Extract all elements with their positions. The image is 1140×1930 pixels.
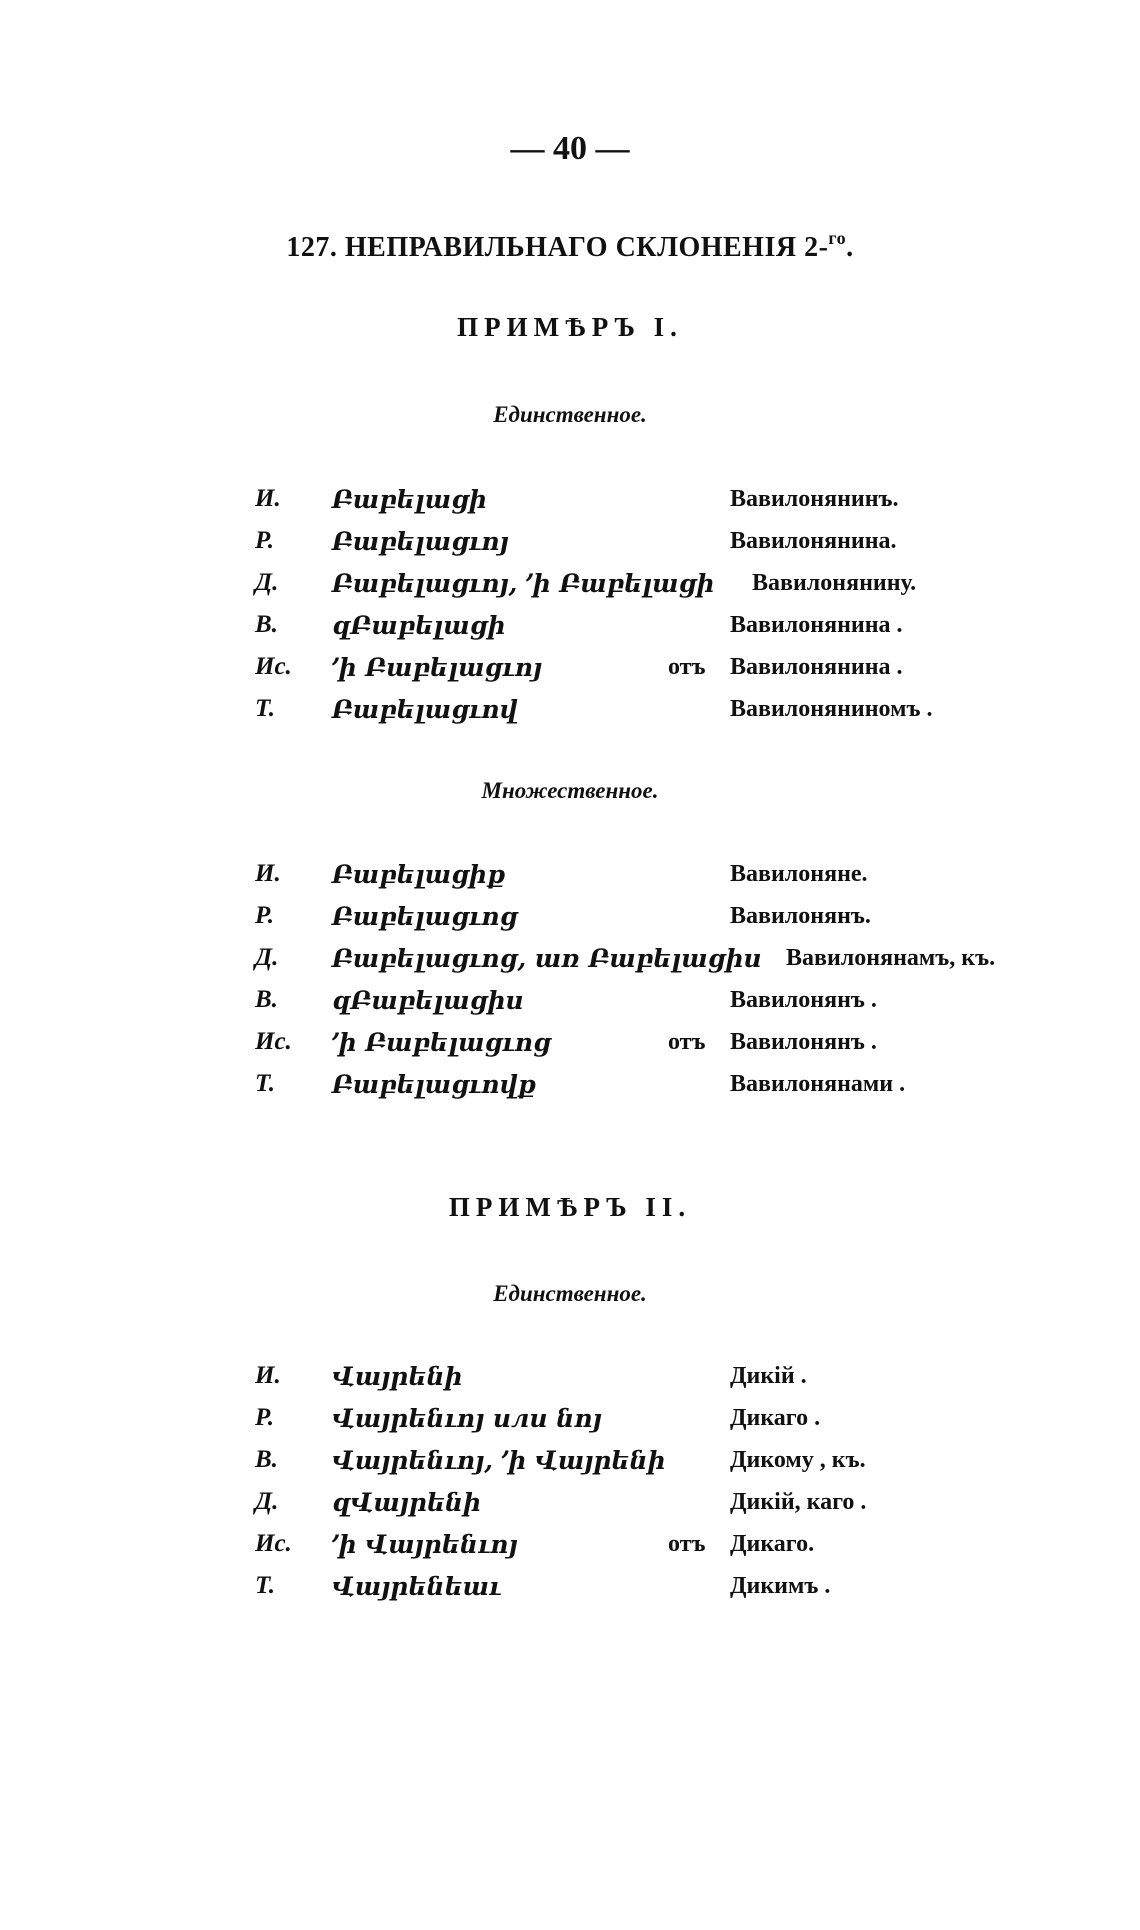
example-2-title: ПРИМѢРЪ II. xyxy=(448,1192,692,1222)
case-label: В. xyxy=(255,1446,278,1473)
armenian-form: Բաբելացիք xyxy=(332,860,506,889)
russian-translation: Дикимъ . xyxy=(730,1573,831,1599)
case-label: И. xyxy=(255,860,281,887)
case-label: В. xyxy=(255,611,278,638)
russian-translation: Дикому , къ. xyxy=(730,1447,866,1473)
preposition: отъ xyxy=(668,1531,706,1557)
russian-translation: Вавилонянъ . xyxy=(730,987,877,1013)
armenian-form: Բաբելացւով xyxy=(332,695,518,724)
armenian-form: Վայրենւոյ, ՚ի Վայրենի xyxy=(332,1446,666,1475)
example-2-singular-heading: Единственное. xyxy=(493,1281,647,1306)
preposition: отъ xyxy=(668,654,706,680)
armenian-form: զԲաբելացի xyxy=(332,611,506,640)
russian-translation: Дикій . xyxy=(730,1363,807,1389)
section-heading-text: 127. НЕПРАВИЛЬНАГО СКЛОНЕНІЯ 2- xyxy=(286,232,829,263)
armenian-form: Բաբելացւոց xyxy=(332,902,518,931)
case-label: Р. xyxy=(255,1404,275,1431)
armenian-form: Բաբելացւոյ, ՚ի Բաբելացի xyxy=(332,569,715,598)
case-label: В. xyxy=(255,986,278,1013)
case-label: Т. xyxy=(255,695,275,722)
russian-translation: Дикій, каго . xyxy=(730,1489,867,1515)
russian-translation: Вавилонянъ. xyxy=(730,903,871,929)
russian-translation: Вавилоняне. xyxy=(730,861,868,887)
example-1-title: ПРИМѢРЪ I. xyxy=(457,312,683,342)
case-label: Т. xyxy=(255,1572,275,1599)
section-heading xyxy=(0,228,1140,264)
russian-translation: Вавилоняниномъ . xyxy=(730,696,933,722)
case-label: Р. xyxy=(255,902,275,929)
armenian-form: Բաբելացւոց, առ Բաբելացիս xyxy=(332,944,762,973)
armenian-form: Բաբելացւովք xyxy=(332,1070,537,1099)
russian-translation: Вавилонянина. xyxy=(730,528,897,554)
section-heading-end: . xyxy=(846,232,854,263)
russian-translation: Вавилонянина . xyxy=(730,612,903,638)
armenian-form: Վայրենւոյ или նոյ xyxy=(332,1404,602,1433)
case-label: Д. xyxy=(255,944,279,971)
russian-translation: Вавилонянами . xyxy=(730,1071,906,1097)
armenian-form: Բաբելացի xyxy=(332,485,487,514)
russian-translation: Вавилонянина . xyxy=(730,654,903,680)
armenian-form: ՚ի Բաբելացւոյ xyxy=(332,653,543,682)
russian-translation: Вавилонянинъ. xyxy=(730,486,899,512)
russian-translation: Дикаго. xyxy=(730,1531,815,1557)
case-label: И. xyxy=(255,485,281,512)
case-label: Т. xyxy=(255,1070,275,1097)
case-label: И. xyxy=(255,1362,281,1389)
armenian-form: զԲաբելացիս xyxy=(332,986,524,1015)
russian-translation: Вавилонянамъ, къ. xyxy=(786,945,996,971)
armenian-form: ՚ի Վայրենւոյ xyxy=(332,1530,518,1559)
case-label: Р. xyxy=(255,527,275,554)
example-1-plural-heading: Множественное. xyxy=(481,778,659,803)
case-label: Ис. xyxy=(255,653,292,680)
armenian-form: զՎայրենի xyxy=(332,1488,482,1517)
russian-translation: Дикаго . xyxy=(730,1405,821,1431)
page-number: — 40 — xyxy=(510,130,630,167)
armenian-form: ՚ի Բաբելացւոց xyxy=(332,1028,551,1057)
armenian-form: Վայրենի xyxy=(332,1362,463,1391)
russian-translation: Вавилонянину. xyxy=(752,570,917,596)
case-label: Ис. xyxy=(255,1028,292,1055)
case-label: Д. xyxy=(255,1488,279,1515)
example-1-singular-heading: Единственное. xyxy=(493,402,647,427)
case-label: Ис. xyxy=(255,1530,292,1557)
case-label: Д. xyxy=(255,569,279,596)
armenian-form: Բաբելացւոյ xyxy=(332,527,509,556)
section-heading-superscript: го xyxy=(828,228,847,248)
preposition: отъ xyxy=(668,1029,706,1055)
armenian-form: Վայրենեաւ xyxy=(332,1572,502,1601)
russian-translation: Вавилонянъ . xyxy=(730,1029,877,1055)
